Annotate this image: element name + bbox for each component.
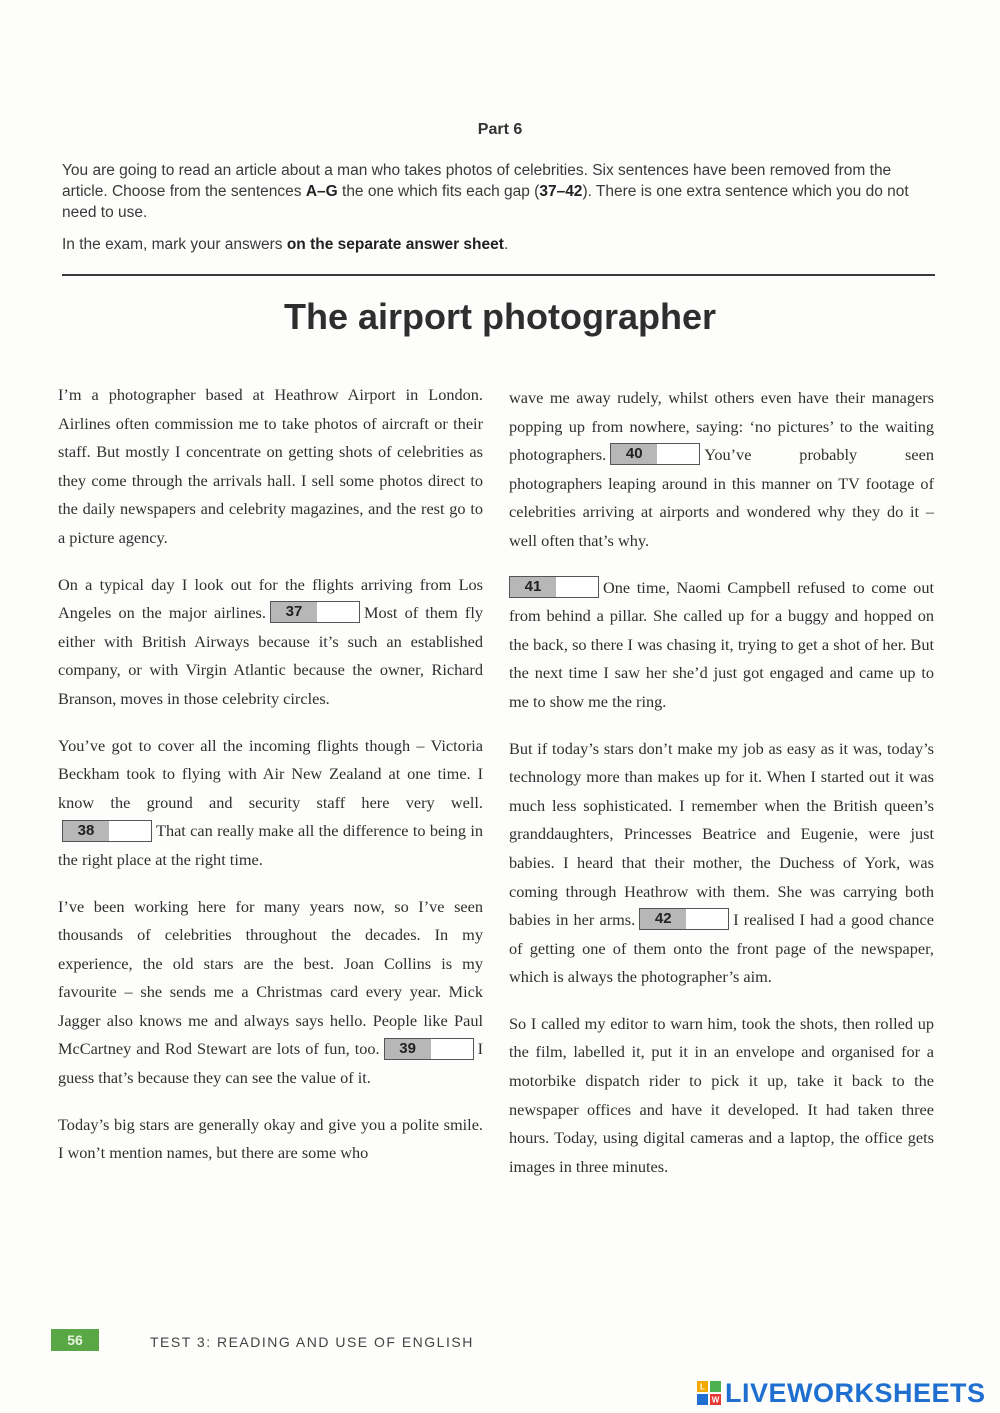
paragraph: I’ve been working here for many years now, so I’ve seen thousands of celebrities throughout the decades. In my experience, the old stars are the best. Joan Collins is my favourite – she sends me a Christmas card every year. Mick Jagger also knows me and always says hello. People like Paul McCartney and Rod Stewart are lots of fun, too. 39 I guess that’s because they can see the value of it. xyxy=(58,896,483,1088)
paragraph: You’ve got to cover all the incoming flights though – Victoria Beckham took to flying with Air New Zealand at one time. I know the ground and security staff here very well.38 That can really make all the difference to being in the right place at the right time. xyxy=(58,735,483,869)
svg-text:W: W xyxy=(711,1395,720,1405)
footer-section-label: TEST 3: READING AND USE OF ENGLISH xyxy=(150,1334,474,1350)
gap-number: 37 xyxy=(271,602,317,622)
liveworksheets-watermark[interactable] xyxy=(697,1379,986,1407)
part-heading: Part 6 xyxy=(477,121,523,138)
paragraph: 41 One time, Naomi Campbell refused to come out from behind a pillar. She called up for a buggy and hopped on the back, so there I was chasing it, trying to get a shot of her. But the next time I saw her she’d just got engaged and came up to me to show me the ring. xyxy=(509,577,934,711)
instructions-exam: In the exam, mark your answers on the separate answer sheet. xyxy=(62,236,509,253)
divider-rule xyxy=(62,274,935,276)
answer-gap-37[interactable] xyxy=(270,601,360,623)
answer-gap-41[interactable] xyxy=(509,576,599,598)
paragraph: On a typical day I look out for the flights arriving from Los Angeles on the major airlines. 37 Most of them fly either with British Airways because it’s such an established company, or with Virgin Atlantic because the owner, Richard Branson, moves in those celebrity circles. xyxy=(58,574,483,708)
paragraph: wave me away rudely, whilst others even have their managers popping up from nowhere, saying: ‘no pictures’ to the waiting photographers. 40 You’ve probably seen photographers leaping around in this manner on TV footage of celebrities arriving at airports and wondered why they do it – well often that’s why. xyxy=(509,388,934,550)
liveworksheets-logo-icon xyxy=(697,1381,721,1405)
gap-number: 40 xyxy=(611,444,657,464)
gap-number: 41 xyxy=(510,577,556,597)
gap-number: 39 xyxy=(385,1039,431,1059)
answer-gap-42[interactable] xyxy=(639,908,729,930)
page-number: 56 xyxy=(51,1329,99,1351)
gap-number: 42 xyxy=(640,909,686,929)
paragraph: But if today’s stars don’t make my job as easy as it was, today’s technology more than makes up for it. When I started out it was much less sophisticated. I remember when the British queen’s granddaughters, Princesses Beatrice and Eugenie, were just babies. I heard that their mother, the Duchess of York, was coming through Heathrow with them. She was carrying both babies in her arms. 42 I realised I had a good chance of getting one of them onto the front page of the newspaper, which is always the photographer’s aim. xyxy=(509,738,935,987)
svg-text:L: L xyxy=(700,1382,705,1392)
article-column-right xyxy=(509,384,934,1199)
paragraph: I’m a photographer based at Heathrow Airport in London. Airlines often commission me to take photos of aircraft or their staff. But mostly I concentrate on getting shots of celebrities as they come through the arrivals hall. I sell some photos direct to the daily newspapers and celebrity magazines, and the rest go to a picture agency. xyxy=(58,385,483,547)
answer-gap-39[interactable] xyxy=(384,1038,474,1060)
answer-gap-38[interactable] xyxy=(62,820,152,842)
instructions-task: You are going to read an article about a man who takes photos of celebrities. Six sentences have been removed from the article. Choose from the sentences A–G the one which fits each gap (37–42). There is one extra sentence which you do not need to use. xyxy=(62,162,909,221)
gap-number: 38 xyxy=(63,821,109,841)
paragraph: Today’s big stars are generally okay and give you a polite smile. I won’t mention names, but there are some who xyxy=(58,1114,483,1163)
answer-gap-40[interactable] xyxy=(610,443,700,465)
instructions xyxy=(62,160,937,266)
article-title: The airport photographer xyxy=(284,296,716,337)
paragraph: So I called my editor to warn him, took the shots, then rolled up the film, labelled it, put it in an envelope and organised for a motorbike dispatch rider to pick it up, take it back to the newspaper offices and have it developed. It had taken three hours. Today, using digital cameras and a laptop, the office gets images in three minutes. xyxy=(509,1013,934,1176)
watermark-text: LIVEWORKSHEETS xyxy=(725,1377,986,1408)
article-column-left xyxy=(58,381,483,1186)
